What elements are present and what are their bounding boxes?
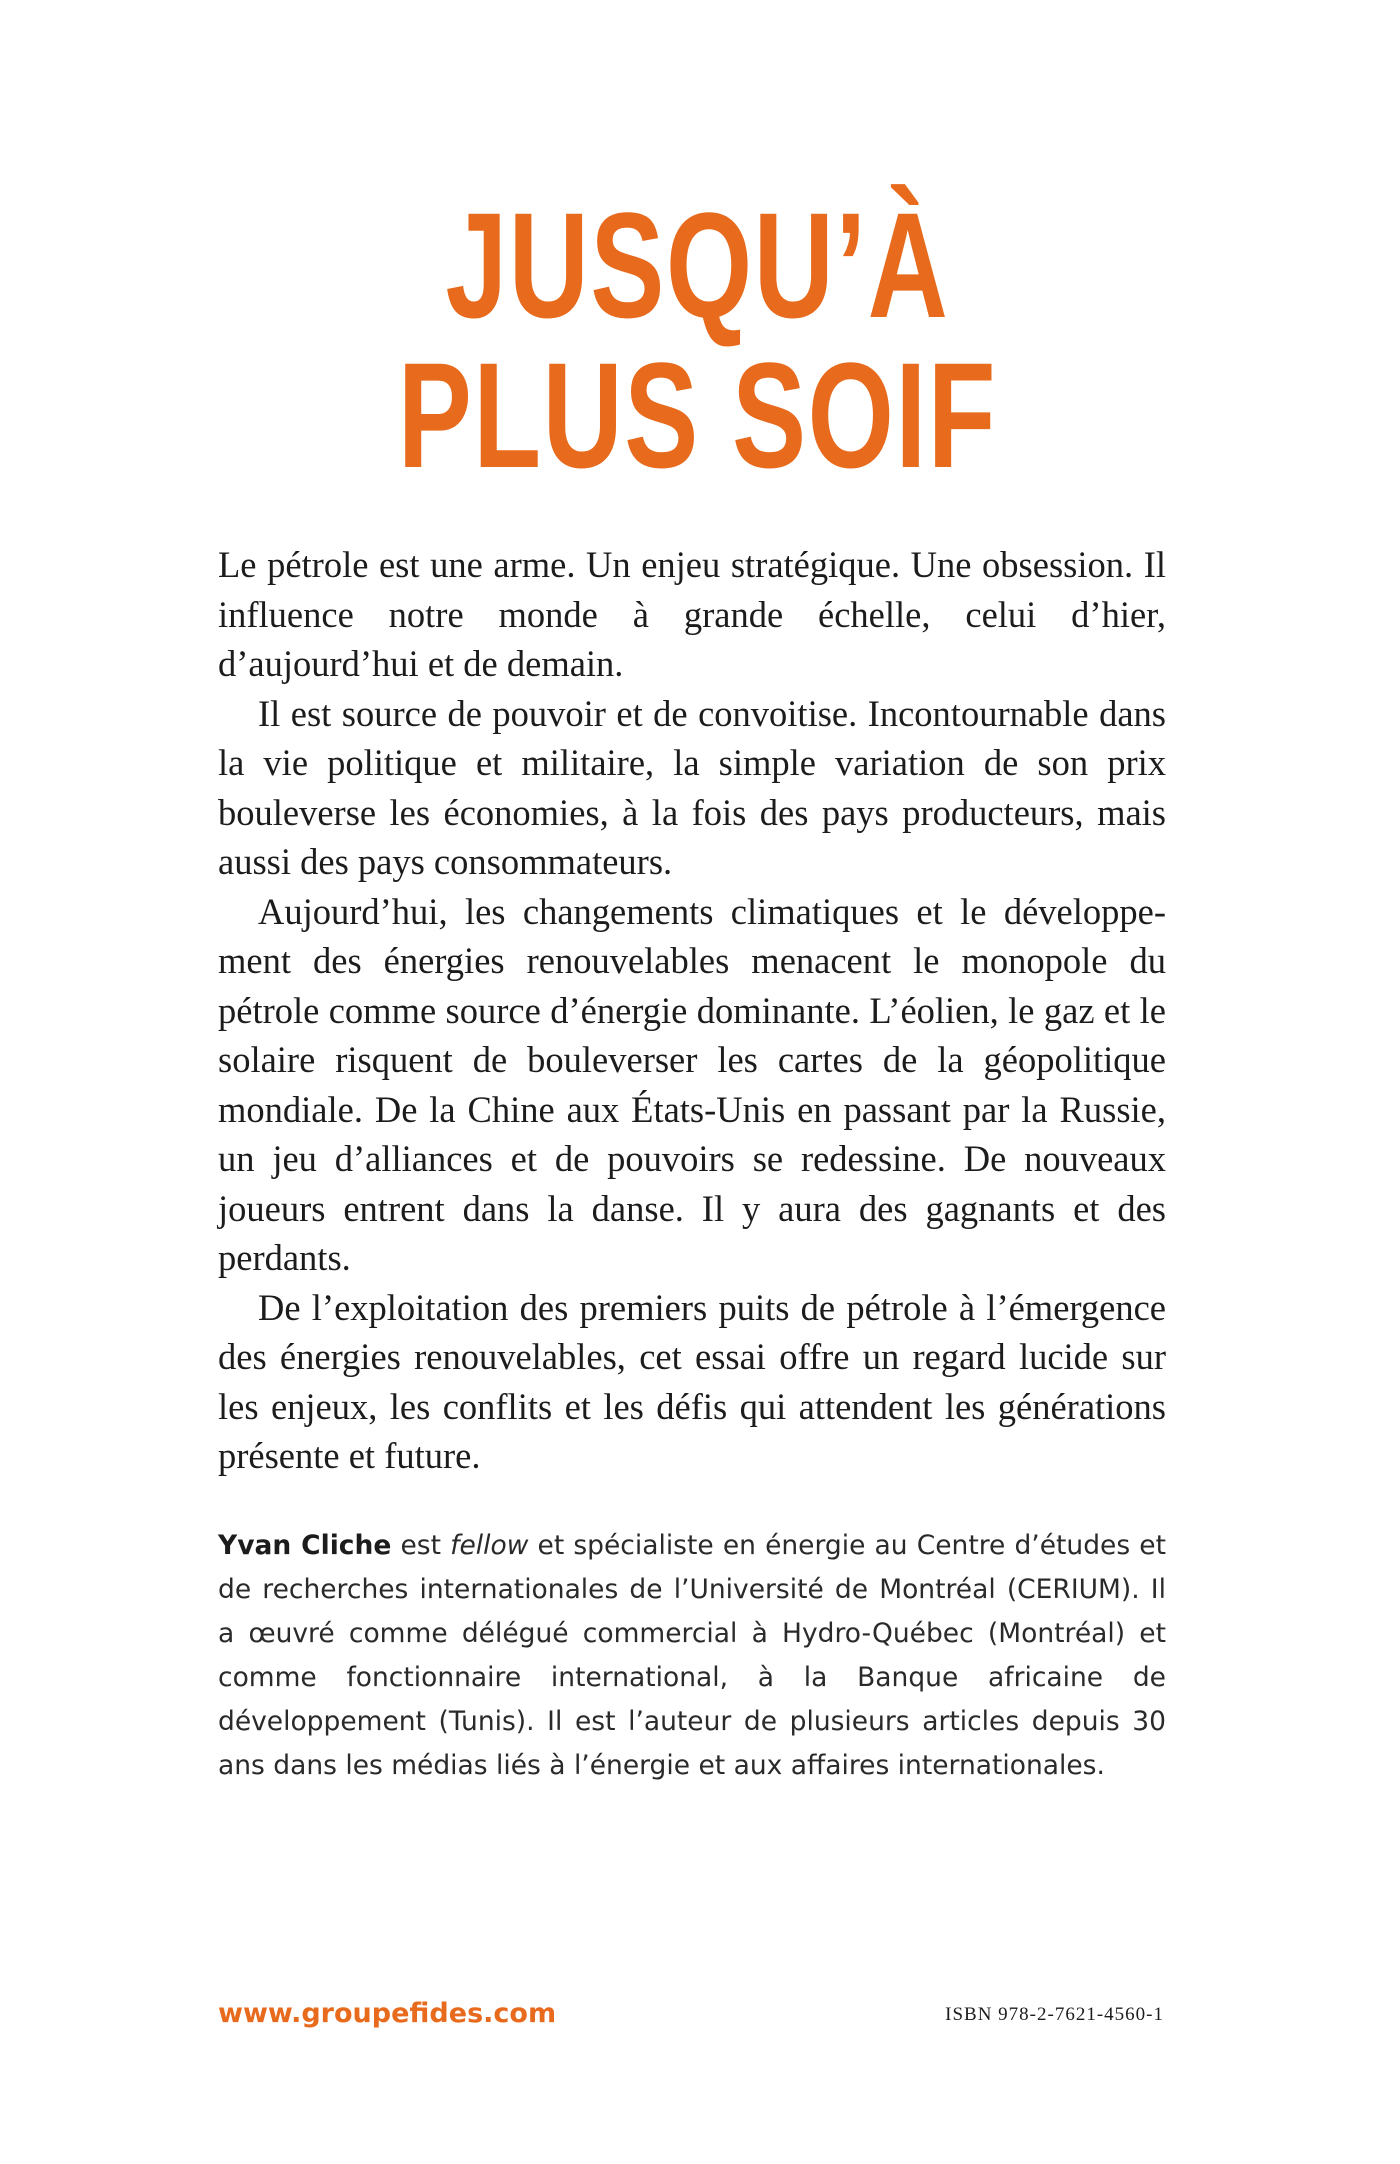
blurb-paragraph-4: De l’exploitation des premiers puits de pétrole à l’émergence des énergies renouvelables, cet essai offre un regard lucide sur les enjeux, les conflits et les défis qui attendent les générations présente et future. — [218, 1286, 1166, 1476]
book-title-line-1: JUSQU’À — [445, 181, 950, 349]
bio-text-part-2: et spécialiste en énergie au Centre d’études et de recherches internationales de l’Université de Montréal (CERIUM). Il a œuvré comme délégué commercial à Hydro-Québec (Montréal) et comme fonctionnaire international, à la Banque africaine de développement (Tunis). Il est l’auteur de plusieurs articles depuis 30 ans dans les médias liés à l’énergie et aux affaires internationales. — [218, 1530, 1166, 1781]
isbn-number: ISBN 978-2-7621-4560-1 — [945, 2004, 1164, 2025]
blurb-paragraph-3: Aujourd’hui, les changements climatiques et le développement des énergies renouvelables menacent le monopole du pétrole comme source d’énergie dominante. L’éolien, le gaz et le solaire risquent de bouleverser les cartes de la géopolitique mondiale. De la Chine aux États-Unis en passant par la Russie, un jeu d’alliances et de pouvoirs se redessine. De nouveaux joueurs entrent dans la danse. Il y aura des gagnants et des perdants. — [218, 890, 1166, 1278]
book-title — [179, 181, 1215, 499]
bio-text-part-1: est — [391, 1530, 451, 1561]
blurb-paragraph-1: Le pétrole est une arme. Un enjeu stratégique. Une obsession. Il influence notre monde à grande échelle, celui d’hier, d’aujourd’hui et de demain. — [218, 544, 1166, 684]
publisher-website-link[interactable]: www.groupefides.com — [218, 1998, 557, 2029]
blurb-paragraph-2: Il est source de pouvoir et de convoitise. Incontournable dans la vie politique et militaire, la simple variation de son prix bouleverse les économies, à la fois des pays producteurs, mais aussi des pays consommateurs. — [218, 692, 1166, 882]
book-title-line-2: PLUS SOIF — [397, 331, 998, 499]
author-bio — [218, 1524, 1166, 1788]
author-name: Yvan Cliche — [218, 1530, 392, 1561]
book-blurb — [218, 540, 1166, 1481]
bio-italic-word: fellow — [450, 1530, 529, 1561]
